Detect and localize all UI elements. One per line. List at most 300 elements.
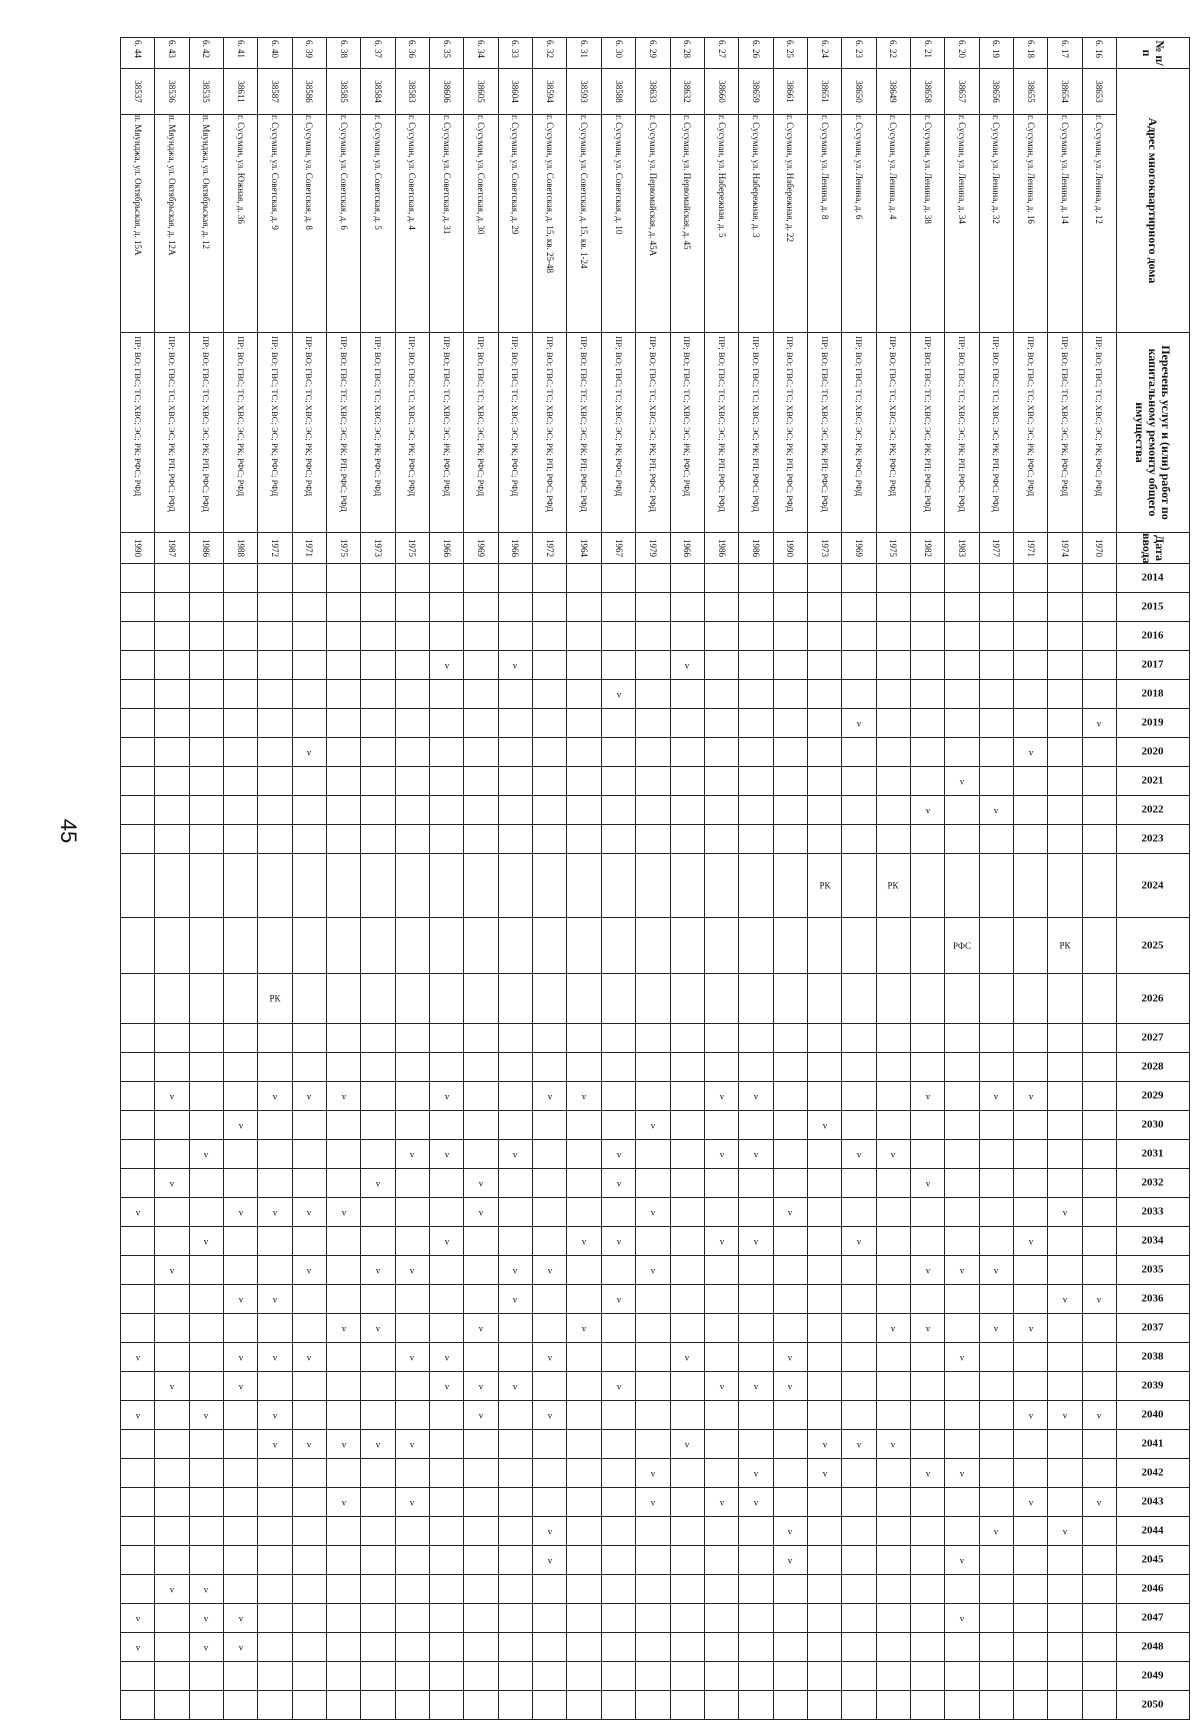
year-cell: [430, 1633, 464, 1662]
header-year: [1117, 1343, 1190, 1372]
year-cell: [979, 622, 1013, 651]
year-cell: [498, 651, 532, 680]
row-number: 6. 24: [807, 38, 841, 69]
work-mark: v: [616, 1381, 621, 1391]
year-cell: [430, 1256, 464, 1285]
house-code: 38656: [979, 69, 1013, 115]
year-cell: [395, 1343, 429, 1372]
header-year: [1117, 854, 1190, 918]
year-cell: [807, 738, 841, 767]
year-cell: [224, 854, 258, 918]
year-cell: [670, 564, 704, 593]
work-mark: v: [135, 1352, 140, 1362]
year-cell: [773, 1575, 807, 1604]
year-cell: [189, 651, 223, 680]
work-mark: v: [478, 1410, 484, 1420]
year-cell: [670, 1227, 704, 1256]
year-cell: [1048, 1256, 1082, 1285]
year-cell: [601, 1517, 635, 1546]
house-code: 38632: [670, 69, 704, 115]
year-cell: [292, 1575, 326, 1604]
year-cell: [155, 1575, 189, 1604]
header-year: [1117, 918, 1190, 974]
header-year: [1117, 1082, 1190, 1111]
house-code: 38633: [636, 69, 670, 115]
row-number: 6. 21: [910, 38, 944, 69]
header-year-label: 2050: [1142, 1698, 1164, 1711]
year-cell: [327, 1169, 361, 1198]
year-cell: [464, 1343, 498, 1372]
year-cell: [945, 1517, 979, 1546]
year-cell: [533, 680, 567, 709]
year-cell: [498, 1227, 532, 1256]
house-address: г. Сусуман, ул. Первомайская, д. 45А: [636, 115, 670, 333]
year-cell: [739, 854, 773, 918]
header-year-label: 2034: [1142, 1234, 1164, 1247]
year-cell: [601, 1662, 635, 1691]
year-cell: [945, 1604, 979, 1633]
work-mark: v: [959, 1613, 965, 1623]
year-cell: [498, 1343, 532, 1372]
year-cell: [327, 622, 361, 651]
year-cell: [979, 1372, 1013, 1401]
year-cell: [1013, 918, 1047, 974]
commission-date: 1974: [1048, 533, 1082, 564]
year-cell: [670, 593, 704, 622]
year-cell: [1082, 680, 1116, 709]
work-mark: v: [169, 1265, 175, 1275]
year-cell: [224, 1662, 258, 1691]
year-cell: [1082, 1140, 1116, 1169]
year-cell: [1048, 974, 1082, 1024]
work-mark: РК: [1059, 940, 1071, 951]
year-cell: [1048, 1517, 1082, 1546]
header-year: [1117, 1517, 1190, 1546]
year-cell: [430, 767, 464, 796]
header-year: [1117, 1314, 1190, 1343]
year-cell: [189, 974, 223, 1024]
year-cell: [670, 767, 704, 796]
work-mark: v: [581, 1323, 587, 1333]
year-cell: [910, 1691, 944, 1720]
row-number: 6. 41: [224, 38, 258, 69]
year-cell: [361, 1024, 395, 1053]
year-cell: [876, 709, 910, 738]
year-cell: [498, 1314, 532, 1343]
house-code: 38537: [121, 69, 155, 115]
year-cell: [945, 1430, 979, 1459]
work-mark: v: [822, 1468, 827, 1478]
year-cell: [636, 1517, 670, 1546]
year-cell: [498, 1430, 532, 1459]
year-cell: [773, 854, 807, 918]
year-cell: [704, 1575, 738, 1604]
year-cell: [292, 1691, 326, 1720]
work-mark: v: [547, 1410, 553, 1420]
year-cell: [876, 622, 910, 651]
work-mark: v: [1028, 1323, 1033, 1333]
header-year-label: 2018: [1142, 687, 1164, 700]
work-mark: v: [375, 1178, 381, 1188]
year-cell: [155, 1459, 189, 1488]
year-cell: [189, 854, 223, 918]
year-cell: [395, 825, 429, 854]
year-cell: [395, 1517, 429, 1546]
year-cell: [773, 1517, 807, 1546]
work-mark: v: [410, 1149, 415, 1159]
year-cell: [1082, 1575, 1116, 1604]
year-cell: [292, 1401, 326, 1430]
work-mark: v: [616, 1149, 621, 1159]
work-mark: v: [1097, 718, 1102, 728]
year-cell: [224, 1285, 258, 1314]
year-cell: [395, 1604, 429, 1633]
year-cell: [430, 738, 464, 767]
year-cell: [430, 825, 464, 854]
year-cell: [1013, 1343, 1047, 1372]
year-cell: [1082, 1111, 1116, 1140]
year-cell: [224, 709, 258, 738]
year-cell: [464, 1198, 498, 1227]
year-cell: [155, 1256, 189, 1285]
work-mark: РФС: [952, 940, 971, 951]
year-cell: [327, 1111, 361, 1140]
table-row: [979, 38, 1013, 1720]
house-address: п. Мяунджа, ул. Октябрьская, д. 12: [189, 115, 223, 333]
header-year: [1117, 564, 1190, 593]
year-cell: [601, 593, 635, 622]
house-address: г. Сусуман, ул. Южная, д. 36: [224, 115, 258, 333]
year-cell: [121, 796, 155, 825]
year-cell: [395, 680, 429, 709]
year-cell: [155, 1285, 189, 1314]
year-cell: [601, 1575, 635, 1604]
year-cell: [979, 709, 1013, 738]
year-cell: [189, 1575, 223, 1604]
year-cell: [876, 1488, 910, 1517]
year-cell: [464, 564, 498, 593]
header-year-label: 2037: [1142, 1321, 1164, 1334]
year-cell: [464, 1111, 498, 1140]
year-cell: [292, 1285, 326, 1314]
year-cell: [361, 1140, 395, 1169]
house-code: 38649: [876, 69, 910, 115]
year-cell: [189, 1198, 223, 1227]
year-cell: [155, 1372, 189, 1401]
year-cell: [498, 1546, 532, 1575]
year-cell: [430, 1314, 464, 1343]
year-cell: [430, 709, 464, 738]
year-cell: [395, 1575, 429, 1604]
row-number: 6. 27: [704, 38, 738, 69]
header-year: [1117, 1053, 1190, 1082]
year-cell: [1013, 622, 1047, 651]
year-cell: [464, 1430, 498, 1459]
year-cell: [1048, 1343, 1082, 1372]
table-row: [464, 38, 498, 1720]
table-row: [567, 38, 601, 1720]
year-cell: [704, 1343, 738, 1372]
year-cell: [155, 738, 189, 767]
year-cell: [773, 1401, 807, 1430]
commission-date: 1988: [224, 533, 258, 564]
header-year-label: 2045: [1142, 1553, 1164, 1566]
year-cell: [636, 1488, 670, 1517]
year-cell: [1082, 1256, 1116, 1285]
year-cell: [224, 564, 258, 593]
year-cell: [636, 1633, 670, 1662]
house-code: 38585: [327, 69, 361, 115]
year-cell: [601, 622, 635, 651]
year-cell: [224, 593, 258, 622]
year-cell: [876, 1285, 910, 1314]
year-cell: [498, 1633, 532, 1662]
year-cell: [361, 1691, 395, 1720]
year-cell: [1048, 918, 1082, 974]
works-list: ПР; ВО; ГВС; ТС; ХВС; ЭС; РК; РФС; РФД: [430, 333, 464, 533]
year-cell: [327, 1343, 361, 1372]
work-mark: v: [1028, 1497, 1033, 1507]
commission-date: 1986: [739, 533, 773, 564]
year-cell: [430, 1082, 464, 1111]
year-cell: [361, 918, 395, 974]
house-address: г. Сусуман, ул. Советская, д. 15, кв. 1-24: [567, 115, 601, 333]
year-cell: [258, 1546, 292, 1575]
year-cell: [292, 767, 326, 796]
year-cell: [842, 1372, 876, 1401]
year-cell: [258, 1575, 292, 1604]
year-cell: [1013, 1285, 1047, 1314]
year-cell: [910, 796, 944, 825]
work-mark: v: [307, 1265, 312, 1275]
year-cell: [979, 1691, 1013, 1720]
year-cell: [636, 709, 670, 738]
year-cell: [567, 1546, 601, 1575]
year-cell: [636, 1024, 670, 1053]
year-cell: [121, 825, 155, 854]
year-cell: [739, 1430, 773, 1459]
work-mark: v: [994, 1323, 999, 1333]
year-cell: [567, 854, 601, 918]
year-cell: [498, 1691, 532, 1720]
year-cell: [739, 1691, 773, 1720]
year-cell: [292, 1372, 326, 1401]
work-mark: v: [719, 1149, 724, 1159]
year-cell: [1082, 1662, 1116, 1691]
year-cell: [739, 1401, 773, 1430]
year-cell: [945, 1198, 979, 1227]
house-address: г. Сусуман, ул. Ленина, д. 12: [1082, 115, 1116, 333]
year-cell: [292, 1430, 326, 1459]
year-cell: [464, 680, 498, 709]
year-cell: [945, 1169, 979, 1198]
work-mark: v: [307, 747, 312, 757]
year-cell: [773, 1343, 807, 1372]
year-cell: [498, 1459, 532, 1488]
year-cell: [670, 854, 704, 918]
year-cell: [704, 1401, 738, 1430]
work-mark: v: [994, 1091, 999, 1101]
work-mark: v: [581, 1091, 587, 1101]
work-mark: v: [1097, 1497, 1102, 1507]
header-year-label: 2030: [1142, 1118, 1164, 1131]
year-cell: [1013, 796, 1047, 825]
table-body: [121, 38, 1117, 1720]
year-cell: [807, 1285, 841, 1314]
year-cell: [258, 1633, 292, 1662]
year-cell: [1048, 1198, 1082, 1227]
commission-date: 1967: [601, 533, 635, 564]
year-cell: [807, 709, 841, 738]
year-cell: [258, 1024, 292, 1053]
year-cell: [601, 1169, 635, 1198]
commission-date: 1986: [704, 533, 738, 564]
year-cell: [189, 622, 223, 651]
year-cell: [189, 1314, 223, 1343]
year-cell: [910, 1256, 944, 1285]
year-cell: [224, 1256, 258, 1285]
work-mark: v: [1097, 1294, 1102, 1304]
year-cell: [773, 593, 807, 622]
year-cell: [292, 1227, 326, 1256]
work-mark: v: [787, 1352, 793, 1362]
year-cell: [327, 1546, 361, 1575]
year-cell: [807, 1227, 841, 1256]
year-cell: [292, 1517, 326, 1546]
year-cell: [807, 1169, 841, 1198]
year-cell: [807, 593, 841, 622]
year-cell: [1048, 1285, 1082, 1314]
year-cell: [876, 1546, 910, 1575]
commission-date: 1983: [945, 533, 979, 564]
year-cell: [979, 1517, 1013, 1546]
year-cell: [704, 1256, 738, 1285]
year-cell: [704, 918, 738, 974]
year-cell: [121, 918, 155, 974]
year-cell: [121, 1169, 155, 1198]
year-cell: [773, 1604, 807, 1633]
work-mark: v: [959, 1352, 965, 1362]
house-code: 38653: [1082, 69, 1116, 115]
year-cell: [636, 1401, 670, 1430]
year-cell: [1082, 1285, 1116, 1314]
year-cell: [704, 1082, 738, 1111]
year-cell: [567, 1024, 601, 1053]
year-cell: [807, 974, 841, 1024]
year-cell: [670, 1256, 704, 1285]
year-cell: [704, 1140, 738, 1169]
year-cell: [1013, 1575, 1047, 1604]
work-mark: v: [959, 1265, 965, 1275]
year-cell: [1082, 1314, 1116, 1343]
commission-date: 1973: [361, 533, 395, 564]
year-cell: [636, 1111, 670, 1140]
year-cell: [979, 738, 1013, 767]
year-cell: [430, 1488, 464, 1517]
year-cell: [842, 854, 876, 918]
work-mark: v: [478, 1323, 484, 1333]
year-cell: [876, 564, 910, 593]
year-cell: [464, 1604, 498, 1633]
work-mark: v: [616, 689, 621, 699]
year-cell: [773, 1024, 807, 1053]
year-cell: [533, 1546, 567, 1575]
year-cell: [567, 738, 601, 767]
work-mark: v: [1028, 1236, 1033, 1246]
year-cell: [910, 1169, 944, 1198]
header-year-label: 2031: [1142, 1147, 1164, 1160]
year-cell: [910, 1053, 944, 1082]
year-cell: [395, 767, 429, 796]
header-year-label: 2043: [1142, 1495, 1164, 1508]
year-cell: [670, 1517, 704, 1546]
year-cell: [636, 1227, 670, 1256]
year-cell: [739, 1140, 773, 1169]
year-cell: [670, 680, 704, 709]
year-cell: [842, 564, 876, 593]
year-cell: [258, 1604, 292, 1633]
year-cell: [704, 564, 738, 593]
year-cell: [636, 796, 670, 825]
year-cell: [910, 1024, 944, 1053]
house-address: г. Сусуман, ул. Первомайская, д. 45: [670, 115, 704, 333]
year-cell: [121, 564, 155, 593]
year-cell: [842, 767, 876, 796]
year-cell: [842, 738, 876, 767]
year-cell: [327, 1401, 361, 1430]
year-cell: [258, 974, 292, 1024]
year-cell: [258, 593, 292, 622]
year-cell: [739, 1227, 773, 1256]
year-cell: [1013, 1082, 1047, 1111]
year-cell: [464, 1169, 498, 1198]
header-address: Адрес многоквартирного дома: [1117, 69, 1190, 333]
works-list: ПР; ВО; ГВС; ТС; ХВС; ЭС; РК; РП; РФС; РФД: [739, 333, 773, 533]
year-cell: [704, 1198, 738, 1227]
year-cell: [121, 1256, 155, 1285]
year-cell: [395, 1053, 429, 1082]
work-mark: v: [684, 1352, 690, 1362]
year-cell: [807, 1488, 841, 1517]
year-cell: [224, 767, 258, 796]
year-cell: [670, 1314, 704, 1343]
year-cell: [739, 622, 773, 651]
year-cell: [704, 974, 738, 1024]
house-address: г. Сусуман, ул. Советская, д. 4: [395, 115, 429, 333]
year-cell: [945, 796, 979, 825]
house-code: 38584: [361, 69, 395, 115]
year-cell: [327, 680, 361, 709]
year-cell: [567, 825, 601, 854]
table-row: [1082, 38, 1116, 1720]
year-cell: [1048, 1401, 1082, 1430]
year-cell: [430, 796, 464, 825]
year-cell: [1082, 564, 1116, 593]
year-cell: [945, 1053, 979, 1082]
work-mark: v: [1062, 1526, 1068, 1536]
year-cell: [464, 796, 498, 825]
year-cell: [876, 1111, 910, 1140]
year-cell: [292, 564, 326, 593]
table-row: [327, 38, 361, 1720]
year-cell: [258, 918, 292, 974]
header-year-label: 2026: [1142, 992, 1164, 1004]
year-cell: [601, 564, 635, 593]
year-cell: [189, 564, 223, 593]
year-cell: [876, 1053, 910, 1082]
year-cell: [395, 1488, 429, 1517]
year-cell: [945, 1662, 979, 1691]
